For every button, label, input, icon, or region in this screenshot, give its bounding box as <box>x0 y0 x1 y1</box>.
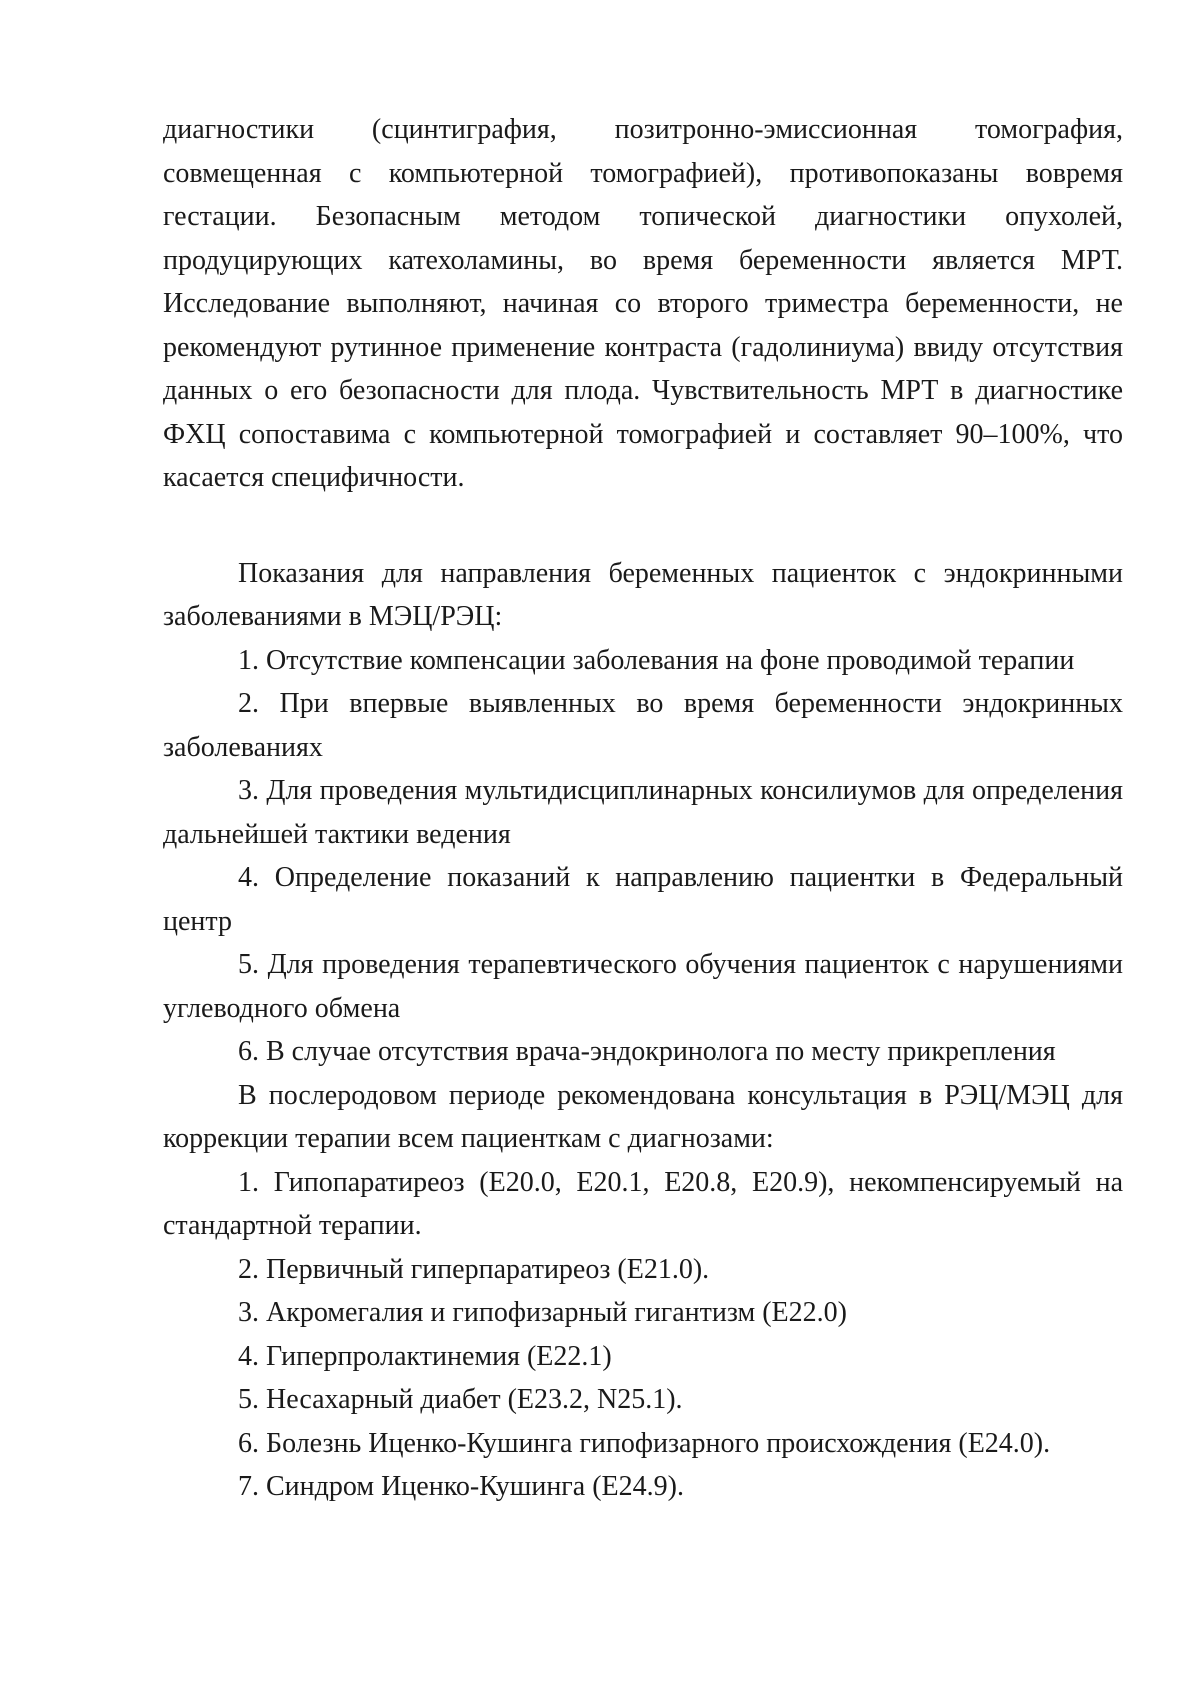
postpartum-list <box>163 1161 1123 1248</box>
indication-item-1: 1. Отсутствие компенсации заболевания на фоне проводимой терапии <box>238 644 1075 676</box>
diagnosis-item-7: 7. Синдром Иценко-Кушинга (Е24.9). <box>238 1471 684 1502</box>
indications-heading: Показания для направления беременных пациенток с эндокринными заболеваниями в МЭЦ/РЭЦ: <box>163 557 1123 632</box>
diagnosis-item-5: 5. Несахарный диабет (Е23.2, N25.1). <box>238 1384 683 1415</box>
diagnosis-item-4: 4. Гиперпролактинемия (Е22.1) <box>238 1340 612 1372</box>
document-page <box>163 108 1123 1509</box>
indication-item-3: 3. Для проведения мультидисциплинарных консилиумов для определения дальнейшей тактики ведения <box>163 775 1123 850</box>
indications-list <box>163 639 1123 1074</box>
diagnosis-item-6: 6. Болезнь Иценко-Кушинга гипофизарного происхождения (Е24.0). <box>238 1427 1051 1459</box>
section-gap <box>163 500 1123 552</box>
indication-item-6: 6. В случае отсутствия врача-эндокринолога по месту прикрепления <box>238 1036 1056 1067</box>
postpartum-heading: В послеродовом периоде рекомендована консультация в РЭЦ/МЭЦ для коррекции терапии всем пациенткам с диагнозами: <box>163 1079 1123 1154</box>
diagnosis-item-1: 1. Гипопаратиреоз (Е20.0, Е20.1, Е20.8, Е20.9), некомпенсируемый на стандартной терапии. <box>163 1166 1123 1241</box>
indication-item-5: 5. Для проведения терапевтического обучения пациенток с нарушениями углеводного обмена <box>163 949 1123 1024</box>
indication-item-4: 4. Определение показаний к направлению пациентки в Федеральный центр <box>163 862 1123 937</box>
indication-item-2: 2. При впервые выявленных во время беременности эндокринных заболеваниях <box>163 688 1123 763</box>
paragraph-diagnostics: диагностики (сцинтиграфия, позитронно-эмиссионная томография, совмещенная с компьютерной томографией), противопоказаны вовремя гестации. Безопасным методом топической диагностики опухолей, продуцирующих катехоламины, во время беременности является МРТ. Исследование выполняют, начиная со второго триместра беременности, не рекомендуют рутинное применение контраста (гадолиниума) ввиду отсутствия данных о его безопасности для плода. Чувствительность МРТ в диагностике ФХЦ сопоставима с компьютерной томографией и составляет 90–100%, что касается специфичности. <box>163 114 1123 493</box>
diagnosis-item-2: 2. Первичный гиперпаратиреоз (Е21.0). <box>238 1253 710 1285</box>
diagnosis-item-3: 3. Акромегалия и гипофизарный гигантизм (Е22.0) <box>238 1297 847 1328</box>
postpartum-list-continued <box>163 1248 1123 1509</box>
